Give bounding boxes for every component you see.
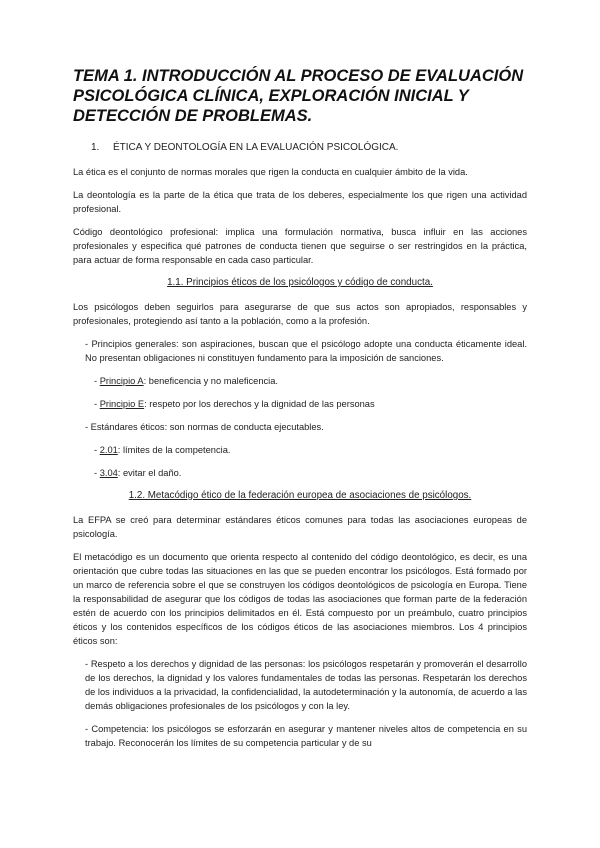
section-1-number: 1.	[91, 142, 100, 153]
std-304-text: : evitar el daño.	[117, 468, 182, 478]
bullet-principio-e	[94, 397, 527, 411]
subsection-1-2-heading: 1.2. Metacódigo ético de la federación europea de asociaciones de psicólogos.	[128, 490, 472, 501]
subsection-1-1-heading: 1.1. Principios éticos de los psicólogos y código de conducta.	[167, 277, 433, 288]
bullet-principios-generales: - Principios generales: son aspiraciones, buscan que el psicólogo adopte una conducta éticamente ideal. No presentan obligaciones ni constituyen fundamento para la imposición de sanciones.	[85, 339, 527, 363]
section-1-title: ÉTICA Y DEONTOLOGÍA EN LA EVALUACIÓN PSICOLÓGICA.	[113, 142, 399, 153]
title-line-3: DETECCIÓN DE PROBLEMAS.	[73, 107, 313, 125]
principio-a-text: : beneficencia y no maleficencia.	[143, 376, 278, 386]
principio-e-text: : respeto por los derechos y la dignidad de las personas	[144, 399, 375, 409]
principio-a-prefix: -	[94, 376, 100, 386]
principio-e-label: Principio E	[99, 399, 145, 409]
paragraph-etica: La ética es el conjunto de normas morales que rigen la conducta en cualquier ámbito de la vida.	[73, 167, 468, 177]
paragraph-efpa: La EFPA se creó para determinar estándares éticos comunes para todas las asociaciones europeas de psicología.	[73, 515, 527, 539]
bullet-std-201	[94, 443, 527, 457]
principio-e-prefix: -	[94, 399, 100, 409]
bullet-respeto: - Respeto a los derechos y dignidad de las personas: los psicólogos respetarán y promoverán el desarrollo de los derechos, la dignidad y los valores fundamentales de todas las personas. Respetarán los derechos de los individuos a la privacidad, la confidencialidad, la autodeterminación y la autonomía, de acuerdo a las demás obligaciones profesionales de los psicólogos y con la ley.	[85, 659, 527, 711]
title-line-1: TEMA 1. INTRODUCCIÓN AL PROCESO DE EVALUACIÓN	[73, 67, 524, 85]
paragraph-deontologia: La deontología es la parte de la ética que trata de los deberes, especialmente los que rigen una actividad profesional.	[73, 190, 527, 214]
std-304-label: 3.04	[99, 468, 118, 478]
std-304-prefix: -	[94, 468, 100, 478]
section-1-heading	[91, 142, 527, 153]
bullet-std-304	[94, 466, 527, 480]
paragraph-psicologos: Los psicólogos deben seguirlos para asegurarse de que sus actos son apropiados, responsables y profesionales, protegiendo así tanto a la población, como a la profesión.	[73, 302, 527, 326]
principio-a-label: Principio A	[99, 376, 144, 386]
bullet-competencia: - Competencia: los psicólogos se esforzarán en asegurar y mantener niveles altos de competencia en su trabajo. Reconocerán los límites de su competencia particular y de su	[85, 724, 527, 748]
bullet-principio-a	[94, 374, 527, 388]
bullet-estandares-eticos: - Estándares éticos: son normas de conducta ejecutables.	[85, 422, 324, 432]
std-201-prefix: -	[94, 445, 100, 455]
paragraph-codigo: Código deontológico profesional: implica una formulación normativa, busca influir en las acciones profesionales y especifica qué patrones de conducta tienen que seguirse o ser restringidos en la práctica, para actuar de forma responsable en cada caso particular.	[73, 227, 527, 265]
std-201-text: : límites de la competencia.	[117, 445, 231, 455]
title-line-2: PSICOLÓGICA CLÍNICA, EXPLORACIÓN INICIAL Y	[73, 87, 469, 105]
std-201-label: 2.01	[99, 445, 118, 455]
document-title	[73, 66, 527, 126]
paragraph-metacodigo: El metacódigo es un documento que orienta respecto al contenido del código deontológico, es decir, es una orientación que cubre todas las situaciones en las que se pueden encontrar los psicólogos. Está formado por un marco de referencia sobre el que se construyen los códigos deontológicos de psicología en Europa. Tiene la responsabilidad de asegurar que los códigos de todas las asociaciones que forman parte de la federación estén de acuerdo con los principios delimitados en él. Está compuesto por un preámbulo, cuatro principios éticos y los contenidos específicos de los códigos éticos de las asociaciones miembros. Los 4 principios éticos son:	[73, 552, 527, 646]
